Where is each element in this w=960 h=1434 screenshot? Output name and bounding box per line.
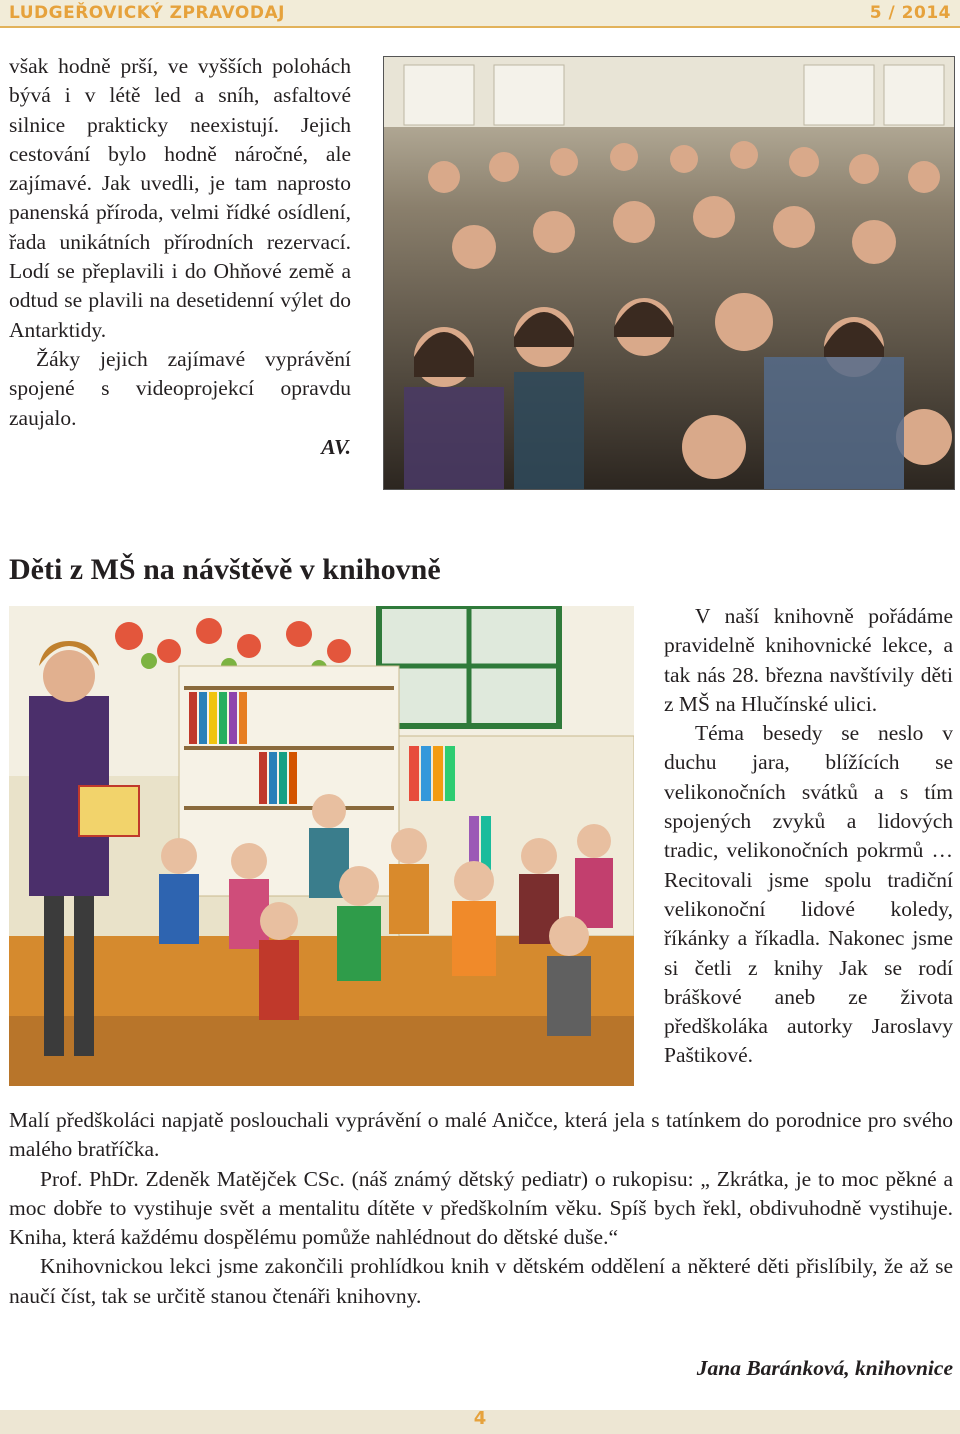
paragraph: Žáky jejich zajímavé vyprávění spojené s videoprojekcí opravdu zaujalo. xyxy=(9,346,351,430)
kindergarten-library-image xyxy=(9,606,634,1086)
paragraph: Prof. PhDr. Zdeněk Matějček CSc. (náš známý dětský pediatr) o rukopisu: „ Zkrátka, je to moc pěkné a moc dobře to vystihuje svět a mentalitu dítěte v předškolním věku. Spíš bych řekl, obdivuhodně vystihuje. Kniha, která každému dospělému pomůže nahlédnout do dětské duše.“ xyxy=(9,1166,953,1250)
publication-title: LUDGEŘOVICKÝ ZPRAVODAJ xyxy=(9,3,285,23)
issue-number: 5 / 2014 xyxy=(869,3,951,23)
full-width-text xyxy=(9,1106,953,1311)
left-column-text xyxy=(9,52,351,462)
article-title: Děti z MŠ na návštěvě v knihovně xyxy=(9,553,441,586)
paragraph: však hodně prší, ve vyšších polohách bývá i v létě led a sníh, asfaltové silnice prakticky neexistují. Jejich cestování bylo hodně náročné, ale zajímavé. Jak uvedli, je tam naprosto panenská příroda, velmi řídké osídlení, řada unikátních přírodních rezervací. Lodí se přeplavili i do Ohňové země a odtud se plavili na desetidenní výlet do Antarktidy. xyxy=(9,54,351,342)
author-initials: AV. xyxy=(321,434,351,459)
page-number: 4 xyxy=(473,1408,487,1429)
right-column-text xyxy=(664,602,953,1071)
paragraph: Knihovnickou lekci jsme zakončili prohlídkou knih v dětském oddělení a některé děti přislíbily, že až se naučí číst, tak se určitě stanou čtenáři knihovny. xyxy=(9,1254,953,1308)
paragraph: Téma besedy se neslo v duchu jara, blížících se velikonočních svátků a s tím spojených zvyků a lidových tradic, velikonočních pokrmů … Recitovali jsme spolu tradiční velikonoční lidové koledy, říkánky a říkadla. Nakonec jsme si četli z knihy Jak se rodí bráškové aneb ze života předškoláka autorky Jaroslavy Paštikové. xyxy=(664,721,953,1068)
students-audience-image xyxy=(384,57,954,489)
kindergarten-library-photo xyxy=(9,606,634,1086)
author-signature: Jana Baránková, knihovnice xyxy=(696,1356,953,1380)
students-audience-photo xyxy=(383,56,955,490)
page-header xyxy=(0,0,960,28)
paragraph: Malí předškoláci napjatě poslouchali vyprávění o malé Aničce, která jela s tatínkem do porodnice pro svého malého bratříčka. xyxy=(9,1108,953,1162)
paragraph: V naší knihovně pořádáme pravidelně knihovnické lekce, a tak nás 28. března navštívily děti z MŠ na Hlučínské ulici. xyxy=(664,604,953,716)
